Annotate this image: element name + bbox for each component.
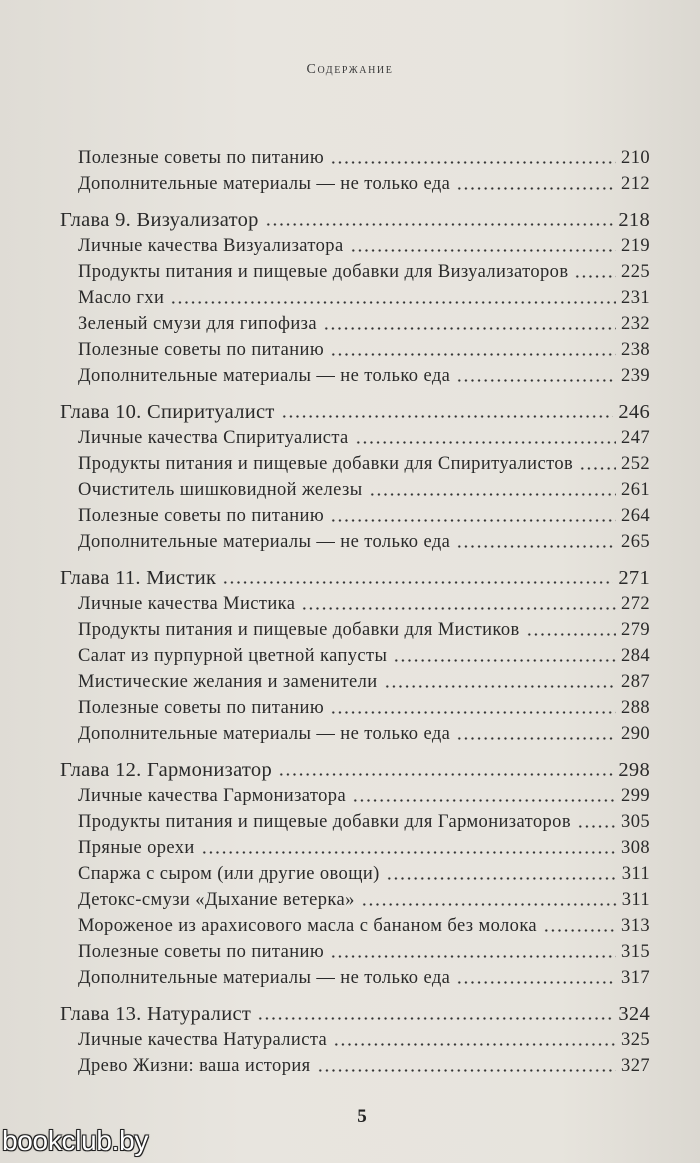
dot-leader xyxy=(323,327,616,330)
toc-entry-title: Детокс-смузи «Дыхание ветерка» xyxy=(78,890,355,910)
toc-entry xyxy=(78,425,650,451)
toc-chapter-title: Глава 13. Натуралист xyxy=(60,1003,252,1025)
dot-leader xyxy=(526,633,616,636)
toc-entry-title: Зеленый смузи для гипофиза xyxy=(78,314,318,334)
toc-entry xyxy=(78,171,650,197)
toc-entry-title: Личные качества Спиритуалиста xyxy=(78,428,349,448)
dot-leader xyxy=(543,929,616,932)
dot-leader xyxy=(201,851,616,854)
dot-leader xyxy=(456,737,616,740)
toc-entry-page-number: 311 xyxy=(621,890,650,910)
toc-entry xyxy=(78,1027,650,1053)
toc-entry-page-number: 239 xyxy=(621,366,650,386)
toc-entry xyxy=(78,835,650,861)
toc-entry-title: Пряные орехи xyxy=(78,838,195,858)
toc-entry-page-number: 327 xyxy=(621,1056,650,1076)
toc-entry xyxy=(78,285,650,311)
dot-leader xyxy=(574,275,616,278)
toc-entry-title: Полезные советы по питанию xyxy=(78,506,325,526)
toc-entry-page-number: 252 xyxy=(621,454,650,474)
toc-entry xyxy=(78,363,650,389)
toc-entry-title: Древо Жизни: ваша история xyxy=(78,1056,311,1076)
toc-entry-page-number: 279 xyxy=(621,620,650,640)
toc-chapter-page-number: 246 xyxy=(618,401,650,423)
toc-chapter-title: Глава 9. Визуализатор xyxy=(60,209,259,231)
toc-entry xyxy=(78,529,650,555)
toc-entry xyxy=(78,337,650,363)
toc-group xyxy=(0,1001,700,1079)
toc-entry-title: Полезные советы по питанию xyxy=(78,340,325,360)
toc-chapter-title: Глава 10. Спиритуалист xyxy=(60,401,275,423)
toc-group xyxy=(0,207,700,389)
dot-leader xyxy=(350,249,616,252)
toc-entry xyxy=(78,913,650,939)
dot-leader xyxy=(281,415,614,418)
toc-chapter-page-number: 298 xyxy=(618,759,650,781)
toc-entry xyxy=(78,887,650,913)
table-of-contents xyxy=(0,145,700,1079)
toc-entry-title: Продукты питания и пищевые добавки для Спиритуалистов xyxy=(78,454,574,474)
dot-leader xyxy=(456,379,616,382)
toc-entry-page-number: 231 xyxy=(621,288,650,308)
dot-leader xyxy=(330,161,616,164)
toc-entry xyxy=(78,145,650,171)
toc-entry xyxy=(78,721,650,747)
toc-chapter-page-number: 324 xyxy=(618,1003,650,1025)
toc-entry xyxy=(78,591,650,617)
running-head: Содержание xyxy=(306,62,394,77)
toc-entry xyxy=(78,669,650,695)
toc-entry-title: Личные качества Гармонизатора xyxy=(78,786,347,806)
toc-entry xyxy=(78,1053,650,1079)
toc-entry-page-number: 264 xyxy=(621,506,650,526)
page-number: 5 xyxy=(357,1106,367,1127)
toc-entry xyxy=(78,503,650,529)
dot-leader xyxy=(330,711,616,714)
toc-entry xyxy=(78,643,650,669)
toc-entry-page-number: 325 xyxy=(621,1030,650,1050)
dot-leader xyxy=(361,903,617,906)
dot-leader xyxy=(222,581,613,584)
toc-entry-page-number: 219 xyxy=(621,236,650,256)
toc-entry xyxy=(78,477,650,503)
toc-entry xyxy=(78,939,650,965)
toc-entry-title: Мистические желания и заменители xyxy=(78,672,378,692)
toc-chapter-title: Глава 12. Гармонизатор xyxy=(60,759,273,781)
toc-group xyxy=(0,399,700,555)
watermark: bookclub.by xyxy=(2,1125,149,1156)
toc-group xyxy=(0,565,700,747)
toc-chapter xyxy=(60,757,650,783)
toc-entry-title: Личные качества Натуралиста xyxy=(78,1030,328,1050)
toc-entry xyxy=(78,809,650,835)
dot-leader xyxy=(330,519,616,522)
toc-entry-title: Полезные советы по питанию xyxy=(78,698,325,718)
dot-leader xyxy=(393,659,616,662)
dot-leader xyxy=(257,1017,613,1020)
dot-leader xyxy=(456,981,616,984)
toc-entry-page-number: 247 xyxy=(621,428,650,448)
dot-leader xyxy=(170,301,616,304)
toc-entry-page-number: 287 xyxy=(621,672,650,692)
dot-leader xyxy=(330,353,616,356)
toc-entry-title: Полезные советы по питанию xyxy=(78,942,325,962)
toc-entry-page-number: 315 xyxy=(621,942,650,962)
toc-entry-page-number: 272 xyxy=(621,594,650,614)
toc-entry xyxy=(78,695,650,721)
dot-leader xyxy=(386,877,617,880)
toc-entry-title: Дополнительные материалы — не только еда xyxy=(78,366,451,386)
dot-leader xyxy=(265,223,614,226)
toc-entry-page-number: 311 xyxy=(621,864,650,884)
toc-entry xyxy=(78,233,650,259)
toc-entry xyxy=(78,617,650,643)
dot-leader xyxy=(456,187,616,190)
dot-leader xyxy=(369,493,617,496)
toc-chapter xyxy=(60,1001,650,1027)
dot-leader xyxy=(301,607,616,610)
toc-entry-page-number: 284 xyxy=(621,646,650,666)
dot-leader xyxy=(355,441,616,444)
toc-entry-page-number: 212 xyxy=(621,174,650,194)
toc-entry-title: Спаржа с сыром (или другие овощи) xyxy=(78,864,380,884)
toc-entry-page-number: 317 xyxy=(621,968,650,988)
toc-entry-title: Дополнительные материалы — не только еда xyxy=(78,724,451,744)
toc-chapter-page-number: 271 xyxy=(618,567,650,589)
toc-entry-page-number: 210 xyxy=(621,148,650,168)
toc-entry-page-number: 299 xyxy=(621,786,650,806)
toc-entry xyxy=(78,311,650,337)
dot-leader xyxy=(317,1069,616,1072)
dot-leader xyxy=(333,1043,616,1046)
toc-entry-title: Дополнительные материалы — не только еда xyxy=(78,968,451,988)
toc-entry-page-number: 290 xyxy=(621,724,650,744)
toc-group xyxy=(0,757,700,991)
toc-entry-title: Дополнительные материалы — не только еда xyxy=(78,532,451,552)
toc-entry-title: Масло гхи xyxy=(78,288,165,308)
toc-entry-title: Продукты питания и пищевые добавки для Гармонизаторов xyxy=(78,812,571,832)
toc-chapter xyxy=(60,207,650,233)
toc-entry xyxy=(78,861,650,887)
toc-chapter-title: Глава 11. Мистик xyxy=(60,567,217,589)
toc-entry-title: Дополнительные материалы — не только еда xyxy=(78,174,451,194)
toc-entry-page-number: 238 xyxy=(621,340,650,360)
toc-entry xyxy=(78,783,650,809)
toc-entry-title: Личные качества Визуализатора xyxy=(78,236,344,256)
toc-entry xyxy=(78,451,650,477)
toc-entry-title: Полезные советы по питанию xyxy=(78,148,325,168)
toc-entry-title: Личные качества Мистика xyxy=(78,594,296,614)
toc-entry-page-number: 305 xyxy=(621,812,650,832)
dot-leader xyxy=(456,545,616,548)
dot-leader xyxy=(579,467,616,470)
toc-group xyxy=(0,145,700,197)
toc-entry-title: Салат из пурпурной цветной капусты xyxy=(78,646,388,666)
dot-leader xyxy=(278,773,613,776)
dot-leader xyxy=(577,825,616,828)
dot-leader xyxy=(330,955,616,958)
toc-entry-page-number: 288 xyxy=(621,698,650,718)
toc-entry-title: Мороженое из арахисового масла с бананом без молока xyxy=(78,916,538,936)
toc-entry-title: Продукты питания и пищевые добавки для Мистиков xyxy=(78,620,520,640)
toc-entry-page-number: 265 xyxy=(621,532,650,552)
dot-leader xyxy=(352,799,616,802)
toc-entry-page-number: 261 xyxy=(621,480,650,500)
toc-entry-page-number: 308 xyxy=(621,838,650,858)
toc-chapter xyxy=(60,399,650,425)
toc-entry-title: Продукты питания и пищевые добавки для Визуализаторов xyxy=(78,262,569,282)
toc-chapter xyxy=(60,565,650,591)
toc-entry xyxy=(78,259,650,285)
toc-entry-page-number: 225 xyxy=(621,262,650,282)
toc-entry-page-number: 313 xyxy=(621,916,650,936)
dot-leader xyxy=(384,685,616,688)
toc-entry xyxy=(78,965,650,991)
toc-entry-page-number: 232 xyxy=(621,314,650,334)
toc-chapter-page-number: 218 xyxy=(618,209,650,231)
toc-entry-title: Очиститель шишковидной железы xyxy=(78,480,363,500)
